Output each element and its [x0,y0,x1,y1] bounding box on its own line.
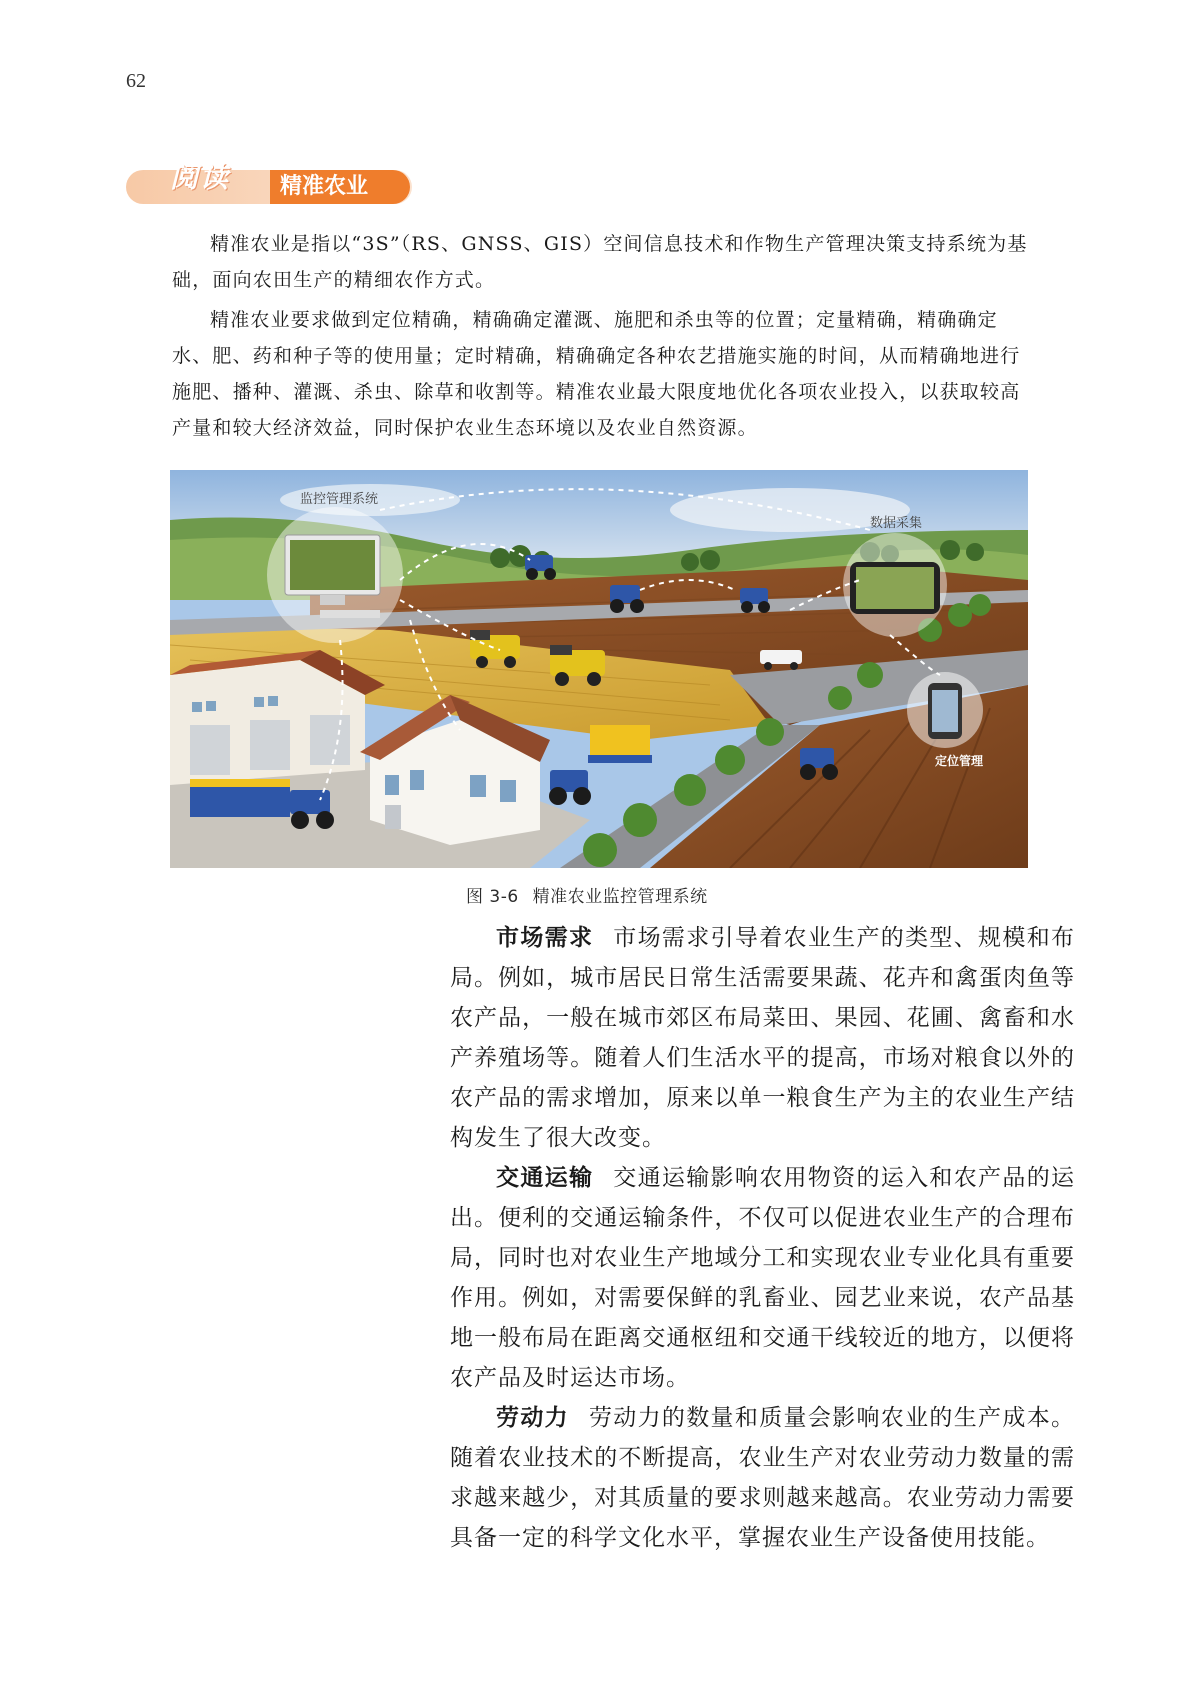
reading-paragraph: 精准农业要求做到定位精确，精确确定灌溉、施肥和杀虫等的位置；定量精确，精确确定水、肥、药和种子等的使用量；定时精确，精确确定各种农艺措施实施的时间，从而精确地进行施肥、播种、灌溉、杀虫、除草和收割等。精准农业最大限度地优化各项农业投入，以获取较高产量和较大经济效益，同时保护农业生态环境以及农业自然资源。 [172,309,1021,439]
figure-number: 图 3-6 [466,887,519,907]
label-data-collection: 数据采集 [870,516,923,531]
section-text: 劳动力的数量和质量会影响农业的生产成本。随着农业技术的不断提高，农业生产对农业劳动力数量的需求越来越少，对其质量的要求则越来越高。农业劳动力需要具备一定的科学文化水平，掌握农业生产设备使用技能。 [450,1405,1076,1551]
main-body [450,918,1075,1558]
reading-tag: 阅读 [170,161,231,194]
figure-title: 精准农业监控管理系统 [532,887,708,907]
label-monitoring-system: 监控管理系统 [300,492,379,507]
section-transportation [450,1158,1075,1398]
section-term: 交通运输 [496,1165,594,1191]
page-number: 62 [126,70,146,92]
precision-agriculture-illustration [170,470,1028,868]
label-positioning-management: 定位管理 [935,754,984,768]
section-market-demand [450,918,1075,1158]
section-term: 市场需求 [496,925,594,951]
reading-banner [126,161,416,206]
section-text: 市场需求引导着农业生产的类型、规模和布局。例如，城市居民日常生活需要果蔬、花卉和禽蛋肉鱼等农产品，一般在城市郊区布局菜田、果园、花圃、禽畜和水产养殖场等。随着人们生活水平的提高，市场对粮食以外的农产品的需求增加，原来以单一粮食生产为主的农业生产结构发生了很大改变。 [450,925,1076,1151]
section-text: 交通运输影响农用物资的运入和农产品的运出。便利的交通运输条件，不仅可以促进农业生产的合理布局，同时也对农业生产地域分工和实现农业专业化具有重要作用。例如，对需要保鲜的乳畜业、园艺业来说，农产品基地一般布局在距离交通枢纽和交通干线较近的地方，以便将农产品及时运达市场。 [450,1165,1076,1391]
reading-paragraph: 精准农业是指以“3S”（RS、GNSS、GIS）空间信息技术和作物生产管理决策支持系统为基础，面向农田生产的精细农作方式。 [172,233,1028,291]
reading-title: 精准农业 [270,170,410,204]
reading-body [172,226,1032,450]
section-labor [450,1398,1075,1558]
figure-caption [466,882,708,907]
section-term: 劳动力 [496,1405,569,1431]
